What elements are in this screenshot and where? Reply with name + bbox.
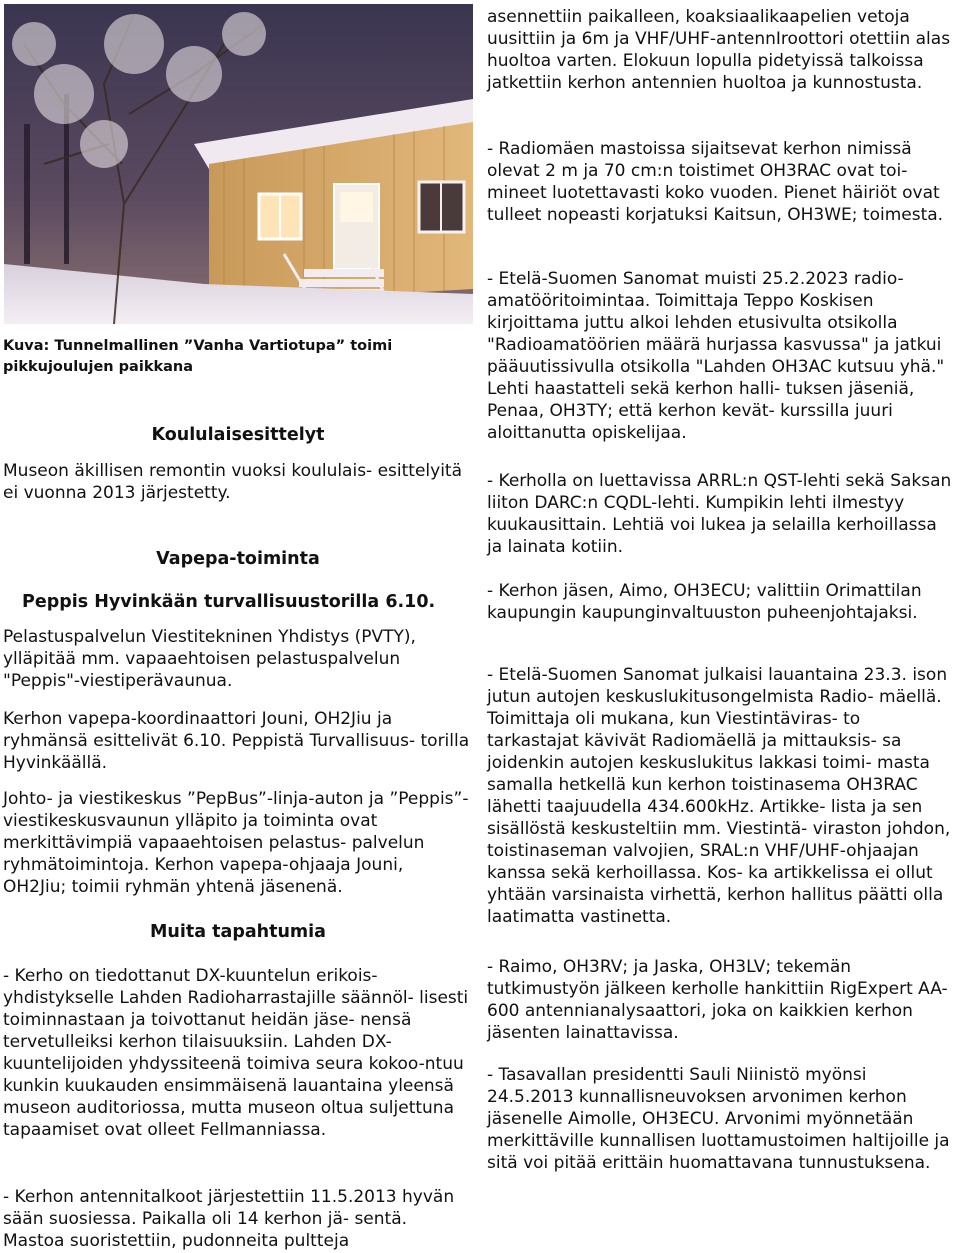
muita-paragraph-1: - Kerho on tiedottanut DX-kuuntelun erikois- yhdistykselle Lahden Radioharrastajille säännöl- lisesti toiminnastaan ja toivottanut heidän jäse- nensä tervetulleiksi kerhon tilaisuuksiin. Lahden DX-kuuntelijoiden yhdyssiteenä toimiva seura kokoo-ntuu kunkin kuukauden ensimmäisenä lauantaina yleensä museon auditoriossa, mutta museon oltua suljettuna tapaamiset ovat olleet Fellmanniassa.	[3, 966, 469, 1140]
right-paragraph-4: - Kerhon jäsen, Aimo, OH3ECU; valittiin Orimattilan kaupungin kaupunginvaltuuston puheenjohtajaksi.	[487, 581, 922, 623]
muita-paragraph-2: - Kerhon antennitalkoot järjestettiin 11.5.2013 hyvän sään suosiessa. Paikalla oli 14 kerhon jä- sentä. Mastoa suoristettiin, pudonneita pultteja	[3, 1187, 455, 1251]
right-paragraph-6: - Raimo, OH3RV; ja Jaska, OH3LV; tekemän tutkimustyön jälkeen kerholle hankittiin RigExpert AA-600 antennianalysaattori, joka on kaikkien kerhon jäsenten lainattavissa.	[487, 957, 948, 1043]
right-paragraph-0: asennettiin paikalleen, koaksiaalikaapelien vetoja uusittiin ja 6m ja VHF/UHF-antennIroottori otettiin alas huoltoa varten. Elokuun lopulla pidetyissä talkoissa jatkettiin kerhon antennien huoltoa ja kunnostusta.	[487, 7, 951, 93]
muita-heading: Muita tapahtumia	[150, 922, 326, 942]
peppis-heading: Peppis Hyvinkään turvallisuustorilla 6.10.	[22, 592, 436, 612]
right-paragraph-5: - Etelä-Suomen Sanomat julkaisi lauantaina 23.3. ison jutun autojen keskuslukitusongelmista Radio- mäellä. Toimittaja oli mukana, kun Viestintäviras- to tarkastajat kävivät Radiomäellä ja mittauksis- sa joidenkin autojen keskuslukitus lakkasi toimi- masta samalla hetkellä kun kerhon toistinasema OH3RAC lähetti taajuudella 434.600kHz. Artikke- lista ja sen sisällöstä keskusteltiin mm. Viestintä- viraston johdon, toistinaseman valvojien, SRAL:n VHF/UHF-ohjaajan kanssa sekä kerhoillassa. Kos- ka artikkelissa ei ollut yhtään varsinaista virhettä, kerhon hallitus päätti olla laatimatta vastinetta.	[487, 665, 951, 927]
cabin-photo	[4, 4, 473, 324]
peppis-paragraph-1: Pelastuspalvelun Viestitekninen Yhdistys (PVTY), ylläpitää mm. vapaaehtoisen pelastuspalvelun "Peppis"-viestiperävaunua.	[3, 627, 416, 691]
cabin-illustration	[4, 4, 473, 324]
right-paragraph-3: - Kerholla on luettavissa ARRL:n QST-lehti sekä Saksan liiton DARC:n CQDL-lehti. Kumpikin lehti ilmestyy kuukausittain. Lehtiä voi lukea ja selailla kerhoillassa ja lainata kotiin.	[487, 471, 952, 557]
right-paragraph-7: - Tasavallan presidentti Sauli Niinistö myönsi 24.5.2013 kunnallisneuvoksen arvonimen kerhon jäsenelle Aimolle, OH3ECU. Arvonimi myönnetään merkittäville kunnallisen luottamustoimen haltijoille ja sitä voi pitää erittäin huomattavana tunnustuksena.	[487, 1065, 950, 1173]
peppis-paragraph-2: Kerhon vapepa-koordinaattori Jouni, OH2Jiu ja ryhmänsä esittelivät 6.10. Peppistä Turvallisuus- torilla Hyvinkäällä.	[3, 709, 470, 773]
photo-caption: Kuva: Tunnelmallinen ”Vanha Vartiotupa” toimi pikkujoulujen paikkana	[3, 338, 393, 375]
right-paragraph-2: - Etelä-Suomen Sanomat muisti 25.2.2023 radio- amatööritoimintaa. Toimittaja Teppo Koskisen kirjoittama juttu alkoi lehden etusivulta otsikolla "Radioamatöörien määrä hurjassa kasvussa" ja jatkui pääuutissivulla otsikolla "Lahden OH3AC kutsuu yhä." Lehti haastatteli sekä kerhon halli- tuksen jäseniä, Penaa, OH3TY; että kerhon kevät- kurssilla juuri aloittanutta opiskelijaa.	[487, 269, 945, 443]
right-paragraph-1: - Radiomäen mastoissa sijaitsevat kerhon nimissä olevat 2 m ja 70 cm:n toistimet OH3RAC ovat toi- mineet luotettavasti koko vuoden. Pienet häiriöt ovat tulleet nopeasti korjatuksi Kaitsun, OH3WE; toimesta.	[487, 139, 944, 225]
peppis-paragraph-3: Johto- ja viestikeskus ”PepBus”-linja-auton ja ”Peppis”-viestikeskusvaunun ylläpito ja toiminta ovat merkittävimpiä vapaaehtoisen pelastus- palvelun ryhmätoimintoja. Kerhon vapepa-ohjaaja Jouni, OH2Jiu; toimii ryhmän yhtenä jäsenenä.	[3, 789, 469, 897]
koululais-text: Museon äkillisen remontin vuoksi koululais- esittelyitä ei vuonna 2013 järjestetty.	[3, 461, 463, 503]
koululais-heading: Koululaisesittelyt	[151, 425, 325, 445]
vapepa-heading: Vapepa-toiminta	[156, 549, 320, 569]
